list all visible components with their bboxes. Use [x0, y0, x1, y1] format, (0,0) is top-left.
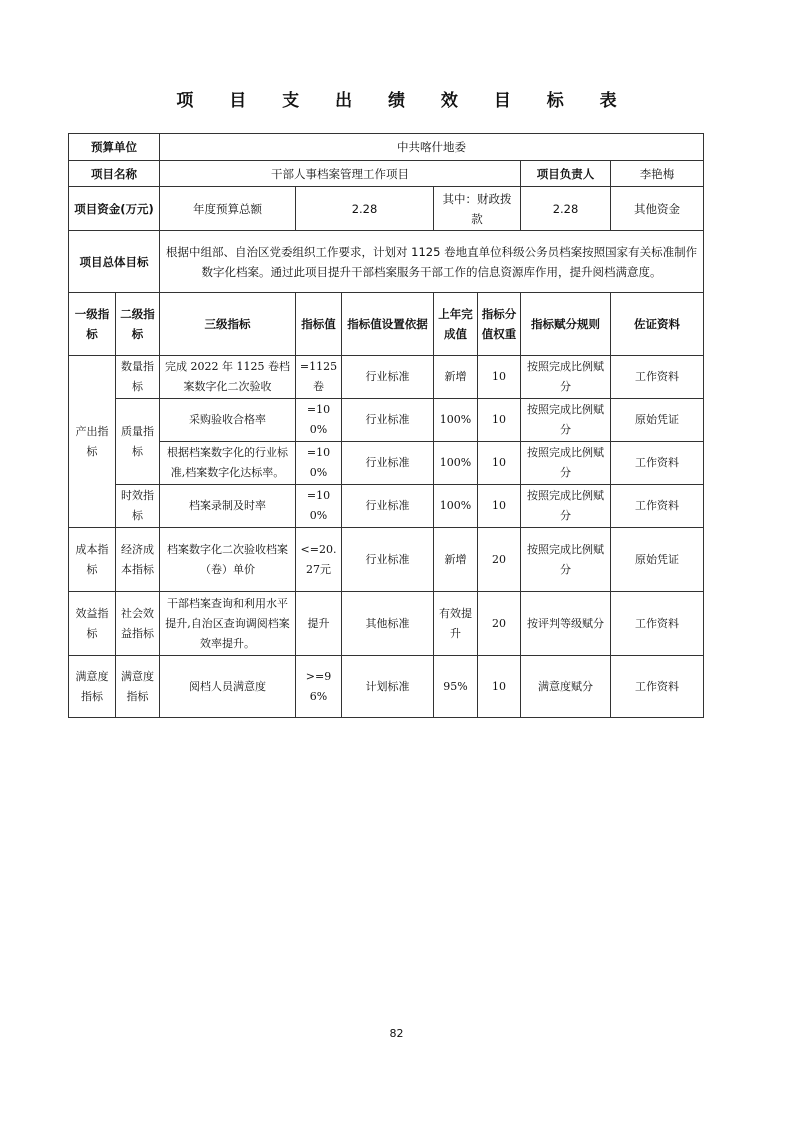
prev-cell: 有效提升 — [434, 592, 478, 656]
level2-cell: 质量指标 — [116, 399, 160, 485]
col-rule: 指标赋分规则 — [521, 293, 611, 356]
evidence-cell: 工作资料 — [611, 592, 704, 656]
unit-label: 预算单位 — [69, 134, 160, 161]
annual-budget-label: 年度预算总额 — [160, 187, 296, 231]
rule-cell: 按照完成比例赋分 — [521, 528, 611, 592]
rule-cell: 按照完成比例赋分 — [521, 356, 611, 399]
col-evidence: 佐证资料 — [611, 293, 704, 356]
weight-cell: 10 — [478, 485, 521, 528]
project-value: 干部人事档案管理工作项目 — [160, 161, 521, 187]
value-cell: =100% — [296, 485, 342, 528]
level2-cell: 社会效益指标 — [116, 592, 160, 656]
level3-cell: 档案数字化二次验收档案（卷）单价 — [160, 528, 296, 592]
weight-cell: 10 — [478, 356, 521, 399]
rule-cell: 按照完成比例赋分 — [521, 442, 611, 485]
basis-cell: 计划标准 — [342, 656, 434, 718]
table-row — [69, 528, 704, 592]
performance-table — [68, 133, 704, 718]
fiscal-label: 其中：财政拨款 — [434, 187, 521, 231]
level3-cell: 采购验收合格率 — [160, 399, 296, 442]
basis-cell: 行业标准 — [342, 442, 434, 485]
rule-cell: 按照完成比例赋分 — [521, 399, 611, 442]
level2-cell: 时效指标 — [116, 485, 160, 528]
group-cost: 成本指标 — [69, 528, 116, 592]
level2-cell: 数量指标 — [116, 356, 160, 399]
table-row — [69, 442, 704, 485]
value-cell: =1125卷 — [296, 356, 342, 399]
group-satisfaction: 满意度指标 — [69, 656, 116, 718]
evidence-cell: 工作资料 — [611, 485, 704, 528]
level2-cell: 满意度指标 — [116, 656, 160, 718]
fiscal-value: 2.28 — [521, 187, 611, 231]
unit-value: 中共喀什地委 — [160, 134, 704, 161]
value-cell: =100% — [296, 442, 342, 485]
value-cell: >=96% — [296, 656, 342, 718]
goal-label: 项目总体目标 — [69, 231, 160, 293]
table-row — [69, 356, 704, 399]
evidence-cell: 原始凭证 — [611, 528, 704, 592]
prev-cell: 新增 — [434, 528, 478, 592]
group-benefit: 效益指标 — [69, 592, 116, 656]
manager-label: 项目负责人 — [521, 161, 611, 187]
col-level2: 二级指标 — [116, 293, 160, 356]
rule-cell: 按评判等级赋分 — [521, 592, 611, 656]
goal-text: 根据中组部、自治区党委组织工作要求，计划对 1125 卷地直单位科级公务员档案按照国家有关标准制作数字化档案。通过此项目提升干部档案服务干部工作的信息资源库作用，提升阅档满意度。 — [160, 231, 704, 293]
col-basis: 指标值设置依据 — [342, 293, 434, 356]
table-row — [69, 592, 704, 656]
weight-cell: 10 — [478, 656, 521, 718]
basis-cell: 行业标准 — [342, 399, 434, 442]
prev-cell: 新增 — [434, 356, 478, 399]
project-label: 项目名称 — [69, 161, 160, 187]
col-weight: 指标分值权重 — [478, 293, 521, 356]
value-cell: <=20.27元 — [296, 528, 342, 592]
col-prev: 上年完成值 — [434, 293, 478, 356]
group-output: 产出指标 — [69, 356, 116, 528]
level3-cell: 完成 2022 年 1125 卷档案数字化二次验收 — [160, 356, 296, 399]
prev-cell: 95% — [434, 656, 478, 718]
evidence-cell: 工作资料 — [611, 356, 704, 399]
weight-cell: 10 — [478, 399, 521, 442]
level3-cell: 根据档案数字化的行业标准,档案数字化达标率。 — [160, 442, 296, 485]
value-cell: =100% — [296, 399, 342, 442]
level3-cell: 干部档案查询和利用水平提升,自治区查询调阅档案效率提升。 — [160, 592, 296, 656]
basis-cell: 行业标准 — [342, 485, 434, 528]
basis-cell: 其他标准 — [342, 592, 434, 656]
table-row — [69, 485, 704, 528]
evidence-cell: 工作资料 — [611, 656, 704, 718]
level3-cell: 档案录制及时率 — [160, 485, 296, 528]
annual-budget-value: 2.28 — [296, 187, 434, 231]
other-fund-label: 其他资金 — [611, 187, 704, 231]
weight-cell: 20 — [478, 528, 521, 592]
evidence-cell: 原始凭证 — [611, 399, 704, 442]
col-level1: 一级指标 — [69, 293, 116, 356]
rule-cell: 满意度赋分 — [521, 656, 611, 718]
level3-cell: 阅档人员满意度 — [160, 656, 296, 718]
fund-label: 项目资金(万元) — [69, 187, 160, 231]
col-value: 指标值 — [296, 293, 342, 356]
manager-value: 李艳梅 — [611, 161, 704, 187]
rule-cell: 按照完成比例赋分 — [521, 485, 611, 528]
page-title: 项 目 支 出 绩 效 目 标 表 — [176, 91, 632, 111]
col-level3: 三级指标 — [160, 293, 296, 356]
basis-cell: 行业标准 — [342, 356, 434, 399]
table-row — [69, 656, 704, 718]
weight-cell: 20 — [478, 592, 521, 656]
prev-cell: 100% — [434, 485, 478, 528]
basis-cell: 行业标准 — [342, 528, 434, 592]
page-number: 82 — [389, 1027, 404, 1040]
prev-cell: 100% — [434, 442, 478, 485]
weight-cell: 10 — [478, 442, 521, 485]
evidence-cell: 工作资料 — [611, 442, 704, 485]
table-row — [69, 399, 704, 442]
prev-cell: 100% — [434, 399, 478, 442]
level2-cell: 经济成本指标 — [116, 528, 160, 592]
value-cell: 提升 — [296, 592, 342, 656]
